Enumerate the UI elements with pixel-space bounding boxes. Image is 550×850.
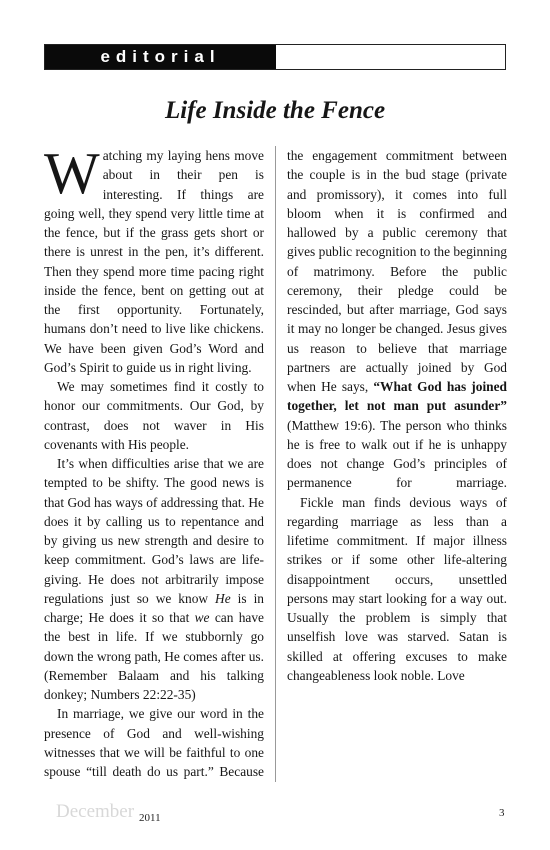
paragraph-4-start-continued <box>287 146 507 493</box>
paragraph-3 <box>44 454 264 704</box>
paragraph-3-emphasis-he: He <box>215 590 231 606</box>
section-label: editorial <box>45 45 276 69</box>
paragraph-1 <box>44 140 264 377</box>
paragraph-4-text-a-continued: the engagement commitment between the couple is in the bud stage (private and promissory), it comes into full bloom when it is confirmed and hallowed by a public ceremony that gives public recognition to the beginning of matrimony. Before the public ceremony, their pledge could be rescinded, but after marriage, God says it may no longer be changed. Jesus gives us reason to believe that marriage partners are actually joined by God when He says, <box>287 148 507 394</box>
section-header-blank <box>276 45 505 69</box>
paragraph-4-text-b-continued: (Matthew 19:6). The person who thinks he is free to walk out if he is unhappy does not change God’s principles of permanence for marriage. <box>287 417 507 491</box>
article-title: Life Inside the Fence <box>164 97 386 124</box>
scripture-quote-continued: “What God has joined together, let not man put asunder” <box>287 379 507 414</box>
paragraph-3-emphasis-we: we <box>194 610 210 625</box>
paragraph-2: We may sometimes find it costly to honor our commitments. Our God, by contrast, does not waver in His covenants with His people. <box>44 379 264 452</box>
paragraph-3-text-a: It’s when difficulties arise that we are tempted to be shifty. The good news is that God has ways of addressing that. He does it by calling us to repentance and by giving us new strength and desire to keep commitment. God’s laws are life-giving. He does not arbitrarily impose regulations just so we know <box>44 456 264 606</box>
paragraph-4-text-a: In marriage, we give our word in the presence of God and well-wishing witnesses that we will be faithful to one spouse “till death do us part.” Because <box>44 706 264 779</box>
drop-cap: W <box>44 140 100 206</box>
paragraph-3-text-c: can have the best in life. If we stubbornly go down the wrong path, He comes after us. (Remember Balaam and his talking donkey; Numbers 22:22-35) <box>44 610 264 702</box>
column-divider <box>275 146 276 782</box>
footer-year: 2011 <box>139 812 161 824</box>
section-header <box>44 44 506 70</box>
paragraph-5: Fickle man finds devious ways of regarding marriage as less than a lifetime commitment. If major illness strikes or if some other life-altering disappointment occurs, unsettled persons may start looking for a way out. Usually the problem is simply that unselfish love was starved. Satan is skilled at offering excuses to make changeableness look noble. Love <box>287 494 507 683</box>
paragraph-3-text-b: is in charge; He does it so that <box>44 590 264 625</box>
page-number: 3 <box>499 807 505 819</box>
paragraph-1-text: atching my laying hens move about in their pen is interesting. If things are going well, they spend very little time at the fence, but if the grass gets short or there is unrest in the pen, it’s different. Then they spend more time pacing right inside the fence, bent on getting out at the first opportunity. Fortunately, humans don’t need to live like chickens. We have been given God’s Word and God’s Spirit to guide us in right living. <box>44 148 264 375</box>
footer-month: December <box>56 801 135 822</box>
article-column-right <box>287 146 507 685</box>
paragraph-4-start <box>44 704 264 781</box>
article-column-left <box>44 140 264 781</box>
